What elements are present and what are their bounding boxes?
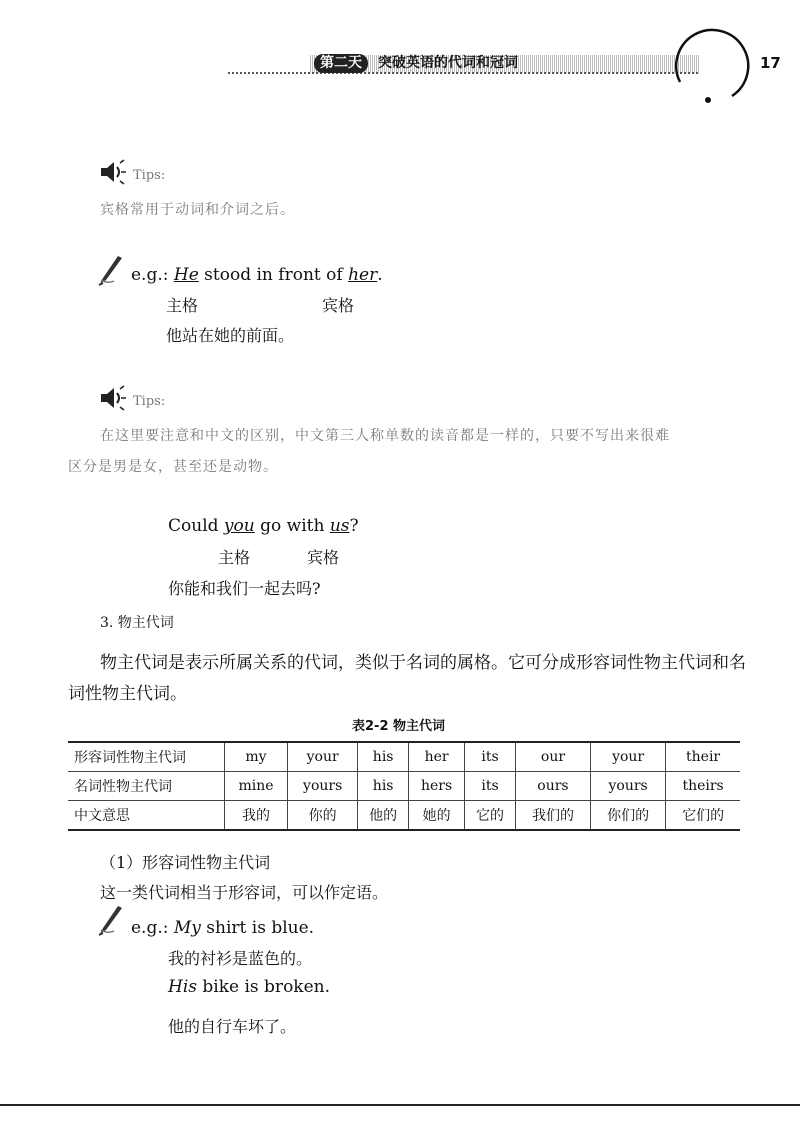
subsection-text: 这一类代词相当于形容词，可以作定语。 [100, 883, 389, 902]
tips-text: 宾格常用于动词和介词之后。 [100, 202, 295, 218]
table-cell: 你的 [288, 801, 358, 831]
speaker-icon [98, 384, 128, 412]
paragraph-line1: 物主代词是表示所属关系的代词，类似于名词的属格。它可分成形容词性物主代词和名 [100, 653, 746, 673]
row-label: 名词性物主代词 [68, 772, 225, 801]
table-row [68, 772, 740, 801]
table-cell: its [465, 742, 516, 772]
table-row [68, 801, 740, 831]
sentence-middle: go with [254, 516, 330, 536]
table-cell: our [515, 742, 590, 772]
example-sentence [131, 918, 314, 938]
example-prefix: e.g.: [131, 918, 169, 938]
translation: 他的自行车坏了。 [168, 1017, 297, 1036]
object-label: 宾格 [307, 548, 340, 567]
section-heading: 3. 物主代词 [100, 615, 174, 631]
table-cell: hers [408, 772, 464, 801]
translation: 他站在她的前面。 [166, 326, 295, 345]
sentence-end: . [377, 265, 383, 285]
object-pronoun: us [329, 516, 350, 536]
table-cell: 它们的 [666, 801, 740, 831]
pen-icon [96, 904, 126, 938]
possessive-pronoun-table [68, 741, 740, 831]
table-cell: mine [225, 772, 288, 801]
possessive-pronoun: My [173, 918, 201, 938]
table-cell: your [591, 742, 666, 772]
tips-text-line2: 区分是男是女，甚至还是动物。 [68, 459, 278, 475]
tips-label: Tips: [133, 394, 166, 409]
table-cell: its [465, 772, 516, 801]
translation: 我的衬衫是蓝色的。 [168, 949, 313, 968]
subject-pronoun: you [223, 516, 255, 536]
table-cell: 我们的 [515, 801, 590, 831]
table-cell: yours [288, 772, 358, 801]
sentence-start: Could [168, 516, 224, 536]
object-pronoun: her [348, 265, 378, 285]
table-cell: theirs [666, 772, 740, 801]
table-cell: his [358, 772, 409, 801]
paragraph-line2: 词性物主代词。 [68, 684, 187, 704]
sentence-end: ? [349, 516, 359, 536]
subject-label: 主格 [218, 548, 251, 567]
circle-arrow-icon [670, 22, 760, 107]
example-sentence [168, 977, 330, 997]
sentence-middle: stood in front of [198, 265, 349, 285]
table-caption: 表2-2 物主代词 [352, 719, 446, 734]
table-cell: yours [591, 772, 666, 801]
sentence-rest: shirt is blue. [200, 918, 315, 938]
table-cell: 他的 [358, 801, 409, 831]
subsection-heading: （1）形容词性物主代词 [100, 853, 271, 872]
row-label: 形容词性物主代词 [68, 742, 225, 772]
table-cell: 我的 [225, 801, 288, 831]
table-cell: their [666, 742, 740, 772]
speaker-icon [98, 158, 128, 186]
table-cell: 你们的 [591, 801, 666, 831]
table-cell: your [288, 742, 358, 772]
table-cell: ours [515, 772, 590, 801]
bottom-rule [0, 1104, 800, 1106]
table-cell: his [358, 742, 409, 772]
example-prefix: e.g.: [131, 265, 169, 285]
table-row [68, 742, 740, 772]
example-sentence [168, 516, 359, 536]
translation: 你能和我们一起去吗? [168, 579, 321, 598]
table-cell: her [408, 742, 464, 772]
row-label: 中文意思 [68, 801, 225, 831]
pen-icon [96, 254, 126, 288]
subject-pronoun: He [173, 265, 199, 285]
sentence-rest: bike is broken. [197, 977, 331, 997]
object-label: 宾格 [322, 296, 355, 315]
example-sentence [131, 265, 383, 285]
chapter-title: 突破英语的代词和冠词 [378, 55, 518, 71]
tips-label: Tips: [133, 168, 166, 183]
page-number: 17 [760, 54, 781, 72]
day-badge: 第二天 [314, 54, 368, 73]
tips-text-line1: 在这里要注意和中文的区别，中文第三人称单数的读音都是一样的，只要不写出来很难 [100, 428, 670, 444]
subject-label: 主格 [166, 296, 199, 315]
table-cell: my [225, 742, 288, 772]
table-cell: 她的 [408, 801, 464, 831]
table-cell: 它的 [465, 801, 516, 831]
possessive-pronoun: His [168, 977, 197, 997]
